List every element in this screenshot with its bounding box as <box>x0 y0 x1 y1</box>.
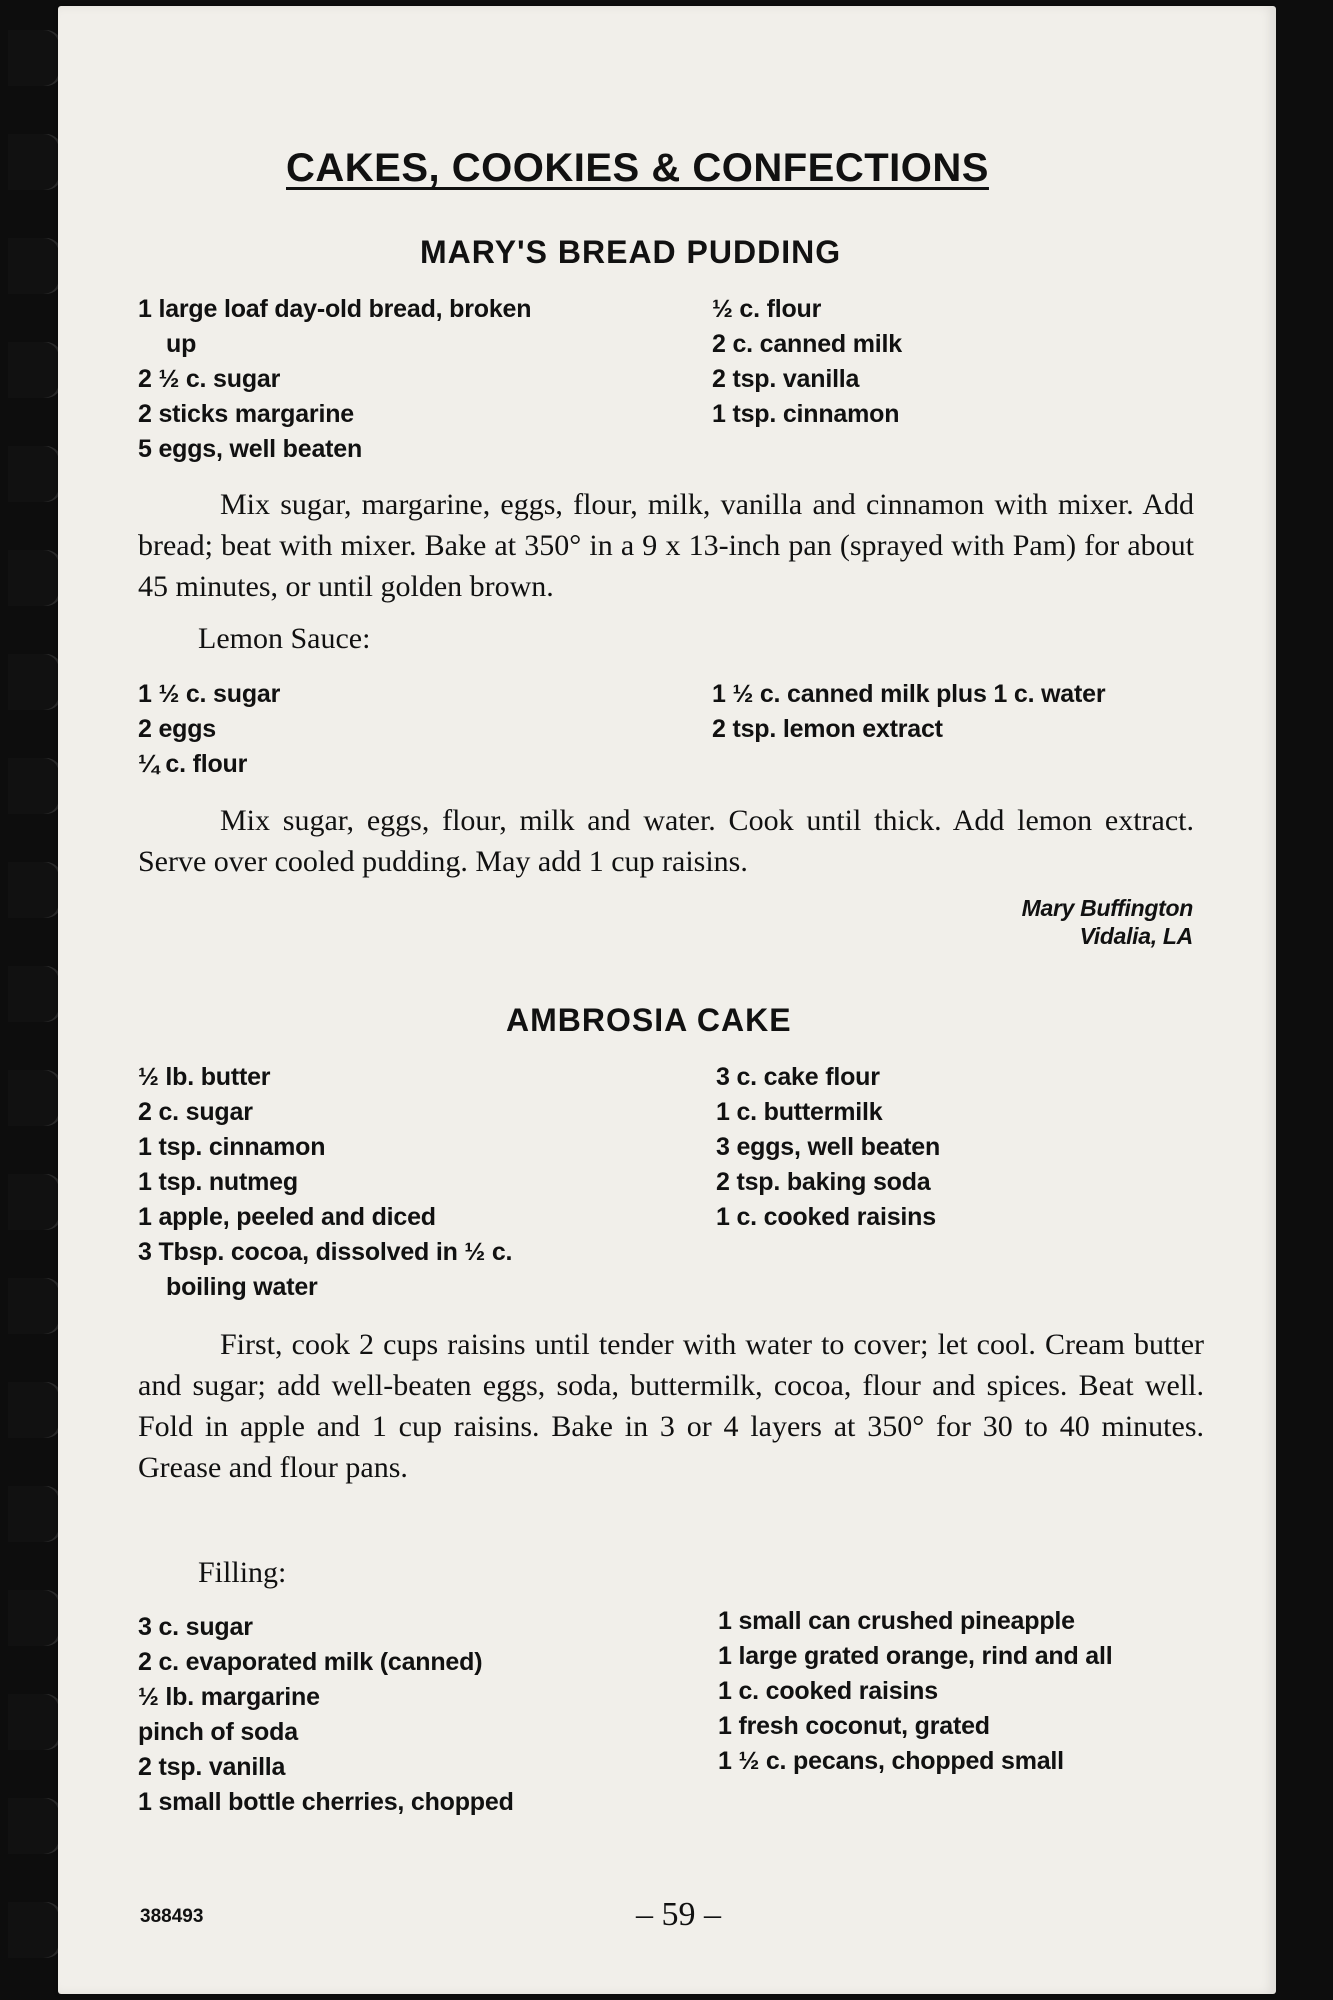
sauce-directions <box>138 800 1194 882</box>
binding-ring <box>8 1798 62 1854</box>
directions-text: First, cook 2 cups raisins until tender with water to cover; let cool. Cream butter and sugar; add well-beaten eggs, soda, buttermilk, cocoa, flour and spices. Beat well. Fold in apple and 1 cup raisins. Bake in 3 or 4 layers at 350° for 30 to 40 minutes. Grease and flour pans. <box>138 1328 1204 1484</box>
ingredient-item: 3 c. sugar <box>138 1613 253 1641</box>
ingredient-item: 2 sticks margarine <box>138 400 354 428</box>
ingredient-item: 3 Tbsp. cocoa, dissolved in ½ c. <box>138 1238 513 1266</box>
ingredient-item: 1 tsp. cinnamon <box>712 400 900 428</box>
binding-ring <box>8 1694 62 1750</box>
binding-ring <box>8 862 62 918</box>
ingredient-item: up <box>166 330 197 358</box>
recipe-title-ambrosia-cake: AMBROSIA CAKE <box>506 1002 792 1038</box>
ingredient-item: 1 ½ c. canned milk plus 1 c. water <box>712 680 1106 708</box>
ingredients-left-bread-pudding <box>138 292 531 467</box>
recipe-title-bread-pudding: MARY'S BREAD PUDDING <box>420 234 842 270</box>
ingredient-item: 2 eggs <box>138 715 216 743</box>
ingredient-item: 1 c. cooked raisins <box>718 1677 938 1705</box>
credit-location: Vidalia, LA <box>1079 923 1193 949</box>
ingredient-item: 1 tsp. cinnamon <box>138 1133 326 1161</box>
ingredient-item: 1 small bottle cherries, chopped <box>138 1788 514 1816</box>
ingredient-item: 1 large grated orange, rind and all <box>718 1642 1113 1670</box>
binding-ring <box>8 134 62 190</box>
ingredient-item: 1 small can crushed pineapple <box>718 1607 1075 1635</box>
credit-author: Mary Buffington <box>1021 895 1193 921</box>
ingredient-item: 1 large loaf day-old bread, broken <box>138 295 532 323</box>
page-title: CAKES, COOKIES & CONFECTIONS <box>286 146 989 190</box>
directions-text: Mix sugar, margarine, eggs, flour, milk, vanilla and cinnamon with mixer. Add bread; beat with mixer. Bake at 350° in a 9 x 13-inch pan (sprayed with Pam) for about 45 minutes, or until golden brown. <box>138 488 1194 603</box>
binding-ring <box>8 1486 62 1542</box>
sauce-ingredients-left <box>138 677 280 782</box>
ingredient-item: 1 fresh coconut, grated <box>718 1712 990 1740</box>
directions-ambrosia-cake <box>138 1324 1204 1488</box>
ingredients-right-bread-pudding <box>712 292 902 432</box>
binding-ring <box>8 1174 62 1230</box>
sauce-ingredients-right <box>712 677 1105 747</box>
binding-ring <box>8 966 62 1022</box>
ingredient-item: 1 ½ c. sugar <box>138 680 281 708</box>
ingredient-item: 2 tsp. lemon extract <box>712 715 943 743</box>
ingredient-item: ½ c. flour <box>712 295 822 323</box>
binding-ring <box>8 654 62 710</box>
binding-ring <box>8 1278 62 1334</box>
book-code: 388493 <box>140 1906 204 1927</box>
ingredient-item: 1 c. buttermilk <box>716 1098 883 1126</box>
ingredient-item: ½ lb. butter <box>138 1063 271 1091</box>
binding-ring <box>8 238 62 294</box>
filling-ingredients-right <box>718 1604 1113 1779</box>
filling-ingredients-left <box>138 1610 514 1820</box>
ingredient-item: 3 c. cake flour <box>716 1063 880 1091</box>
ingredient-item: 2 tsp. vanilla <box>712 365 860 393</box>
binding-ring <box>8 30 62 86</box>
sauce-directions-text: Mix sugar, eggs, flour, milk and water. Cook until thick. Add lemon extract. Serve over cooled pudding. May add 1 cup raisins. <box>138 804 1194 878</box>
binding-ring <box>8 342 62 398</box>
recipe-credit <box>1022 894 1193 950</box>
page-edge-shadow <box>1276 0 1333 2000</box>
ingredient-item: 2 tsp. vanilla <box>138 1753 286 1781</box>
ingredient-item: ½ lb. margarine <box>138 1683 320 1711</box>
ingredient-item: boiling water <box>166 1273 318 1301</box>
filling-heading: Filling: <box>198 1556 287 1589</box>
ingredient-item: 1 tsp. nutmeg <box>138 1168 298 1196</box>
ingredient-item: ¼ c. flour <box>138 750 248 778</box>
ingredient-item: 2 tsp. baking soda <box>716 1168 931 1196</box>
ingredient-item: 2 c. canned milk <box>712 330 902 358</box>
ingredient-item: pinch of soda <box>138 1718 298 1746</box>
ingredient-item: 3 eggs, well beaten <box>716 1133 941 1161</box>
binding-ring <box>8 1070 62 1126</box>
ingredient-item: 5 eggs, well beaten <box>138 435 363 463</box>
ingredient-item: 2 c. evaporated milk (canned) <box>138 1648 483 1676</box>
directions-bread-pudding <box>138 484 1194 607</box>
binding-ring <box>8 446 62 502</box>
ingredient-item: 1 c. cooked raisins <box>716 1203 936 1231</box>
binding-ring <box>8 758 62 814</box>
ingredient-item: 1 apple, peeled and diced <box>138 1203 436 1231</box>
ingredient-item: 1 ½ c. pecans, chopped small <box>718 1747 1064 1775</box>
binding-ring <box>8 1590 62 1646</box>
binding-ring <box>8 550 62 606</box>
sauce-heading: Lemon Sauce: <box>198 622 371 655</box>
binding-ring <box>8 1902 62 1958</box>
page-number: – 59 – <box>636 1896 721 1933</box>
binding-ring <box>8 1382 62 1438</box>
ingredients-right-ambrosia-cake <box>716 1060 940 1235</box>
ingredients-left-ambrosia-cake <box>138 1060 512 1305</box>
ingredient-item: 2 c. sugar <box>138 1098 253 1126</box>
ingredient-item: 2 ½ c. sugar <box>138 365 281 393</box>
